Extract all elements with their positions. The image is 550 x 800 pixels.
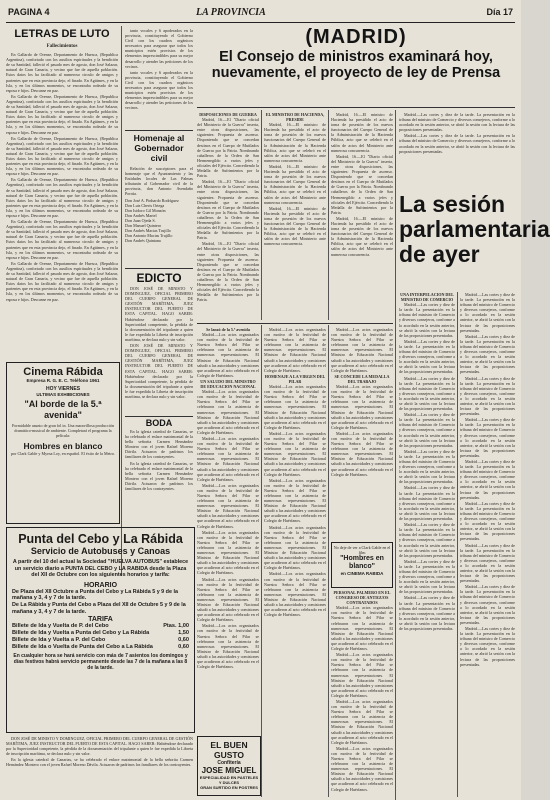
homenaje-article xyxy=(125,130,193,265)
hombres-en-blanco-ad xyxy=(331,542,393,588)
cinema-premiere: ULTIMAS EXHIBICIONES xyxy=(36,392,90,397)
item3-title: HOMENAJE A LA VIRGEN DEL PILAR xyxy=(264,373,326,384)
hombres-sub: en CINEMA RABIDA xyxy=(340,571,384,577)
homenaje-list-item: Don Juan Ojeda S. xyxy=(125,217,156,223)
tarifa-label: Billete de Ida y Vuelta a Punta del Cebo y La Rábida xyxy=(12,630,150,637)
buen-gusto-sub: Confitería xyxy=(217,760,241,766)
autobus-subtitle: Servicio de Autobuses y Canoas xyxy=(30,546,171,556)
horario-list xyxy=(12,589,189,615)
homenaje-list-item: Don Andrés Quintana xyxy=(125,238,161,244)
sesion-subheading: UNA INTERPELACION DEL MINISTRO DE COMERCIO xyxy=(400,292,454,303)
tarifa-row xyxy=(12,630,189,637)
sesion-headline: La sesión parlamentaria de ayer xyxy=(399,191,550,267)
page-number: PAGINA 4 xyxy=(8,7,50,17)
lower-column-two: Madrid.—Los actos organizados con motivo de la festividad de Nuestra Señora del Pilar se celebraron con la asistencia de numerosas representaciones. El Ministro de Educación Nacional saludó a las autoridades y comisiones que acudieron al acto celebrado en el Colegio de Huérfanos. HOMENAJE A LA VIRGEN DEL PILAR Madrid.—Los actos organizados con motivo de la festividad de Nuestra Señora del Pilar se celebraron con la asistencia de numerosas representaciones. El Ministro de Educación Nacional saludó a las autoridades y comisiones que acudieron al acto celebrado en el Colegio de Huérfanos. Madrid.—Los actos organizados con motivo de la festividad de Nuestra Señora del Pilar se celebraron con la asistencia de numerosas representaciones. El Ministro de Educación Nacional saludó a las autoridades y comisiones que acudieron al acto celebrado en el Colegio de Huérfanos. Madrid.—Los actos organizados con motivo de la festividad de Nuestra Señora del Pilar se celebraron con la asistencia de numerosas representaciones. El Ministro de Educación Nacional saludó a las autoridades y comisiones que acudieron al acto celebrado en el Colegio de Huérfanos. Madrid.—Los actos organizados con motivo de la festividad de Nuestra Señora del Pilar se celebraron con la asistencia de numerosas representaciones. El Ministro de Educación Nacional saludó a las autoridades y comisiones que acudieron al acto celebrado en el Colegio de Huérfanos. Madrid.—Los actos organizados con motivo de la festividad de Nuestra Señora del Pilar se celebraron con la asistencia de numerosas representaciones. El Ministro de Educación Nacional saludó a las autoridades y comisiones que acudieron al acto celebrado en el Colegio de Huérfanos. xyxy=(264,327,326,618)
tarifa-price: 1,50 xyxy=(178,630,189,637)
item2-title: UN SALUDO DEL MINISTRO DE EDUCACION NACIONAL xyxy=(200,378,256,390)
buen-gusto-tagline: ESPECIALIDAD EN PASTELES Y DULCES xyxy=(199,775,259,785)
madrid-kicker: (MADRID) xyxy=(305,26,407,48)
tarifa-row xyxy=(12,644,189,651)
page-header xyxy=(6,6,515,23)
autobus-title: Punta del Cebo y La Rábida xyxy=(18,532,183,546)
obituaries-heading: LETRAS DE LUTO xyxy=(14,28,110,40)
lower-column-one: Se lanzó de la 5.ª avenida Madrid.—Los actos organizados con motivo de la festividad de Nuestra Señora del Pilar se celebraron con la asistencia de numerosas representaciones. El Ministro de Educación Nacional saludó a las autoridades y comisiones que acudieron al acto celebrado en el Colegio de Huérfanos. UN SALUDO DEL MINISTRO DE EDUCACION NACIONAL Madrid.—Los actos organizados con motivo de la festividad de Nuestra Señora del Pilar se celebraron con la asistencia de numerosas representaciones. El Ministro de Educación Nacional saludó a las autoridades y comisiones que acudieron al acto celebrado en el Colegio de Huérfanos. Madrid.—Los actos organizados con motivo de la festividad de Nuestra Señora del Pilar se celebraron con la asistencia de numerosas representaciones. El Ministro de Educación Nacional saludó a las autoridades y comisiones que acudieron al acto celebrado en el Colegio de Huérfanos. Madrid.—Los actos organizados con motivo de la festividad de Nuestra Señora del Pilar se celebraron con la asistencia de numerosas representaciones. El Ministro de Educación Nacional saludó a las autoridades y comisiones que acudieron al acto celebrado en el Colegio de Huérfanos. Madrid.—Los actos organizados con motivo de la festividad de Nuestra Señora del Pilar se celebraron con la asistencia de numerosas representaciones. El Ministro de Educación Nacional saludó a las autoridades y comisiones que acudieron al acto celebrado en el Colegio de Huérfanos. Madrid.—Los actos organizados con motivo de la festividad de Nuestra Señora del Pilar se celebraron con la asistencia de numerosas representaciones. El Ministro de Educación Nacional saludó a las autoridades y comisiones que acudieron al acto celebrado en el Colegio de Huérfanos. Madrid.—Los actos organizados con motivo de la festividad de Nuestra Señora del Pilar se celebraron con la asistencia de numerosas representaciones. El Ministro de Educación Nacional saludó a las autoridades y comisiones que acudieron al acto celebrado en el Colegio de Huérfanos. xyxy=(197,327,259,670)
column-obituaries xyxy=(6,28,118,358)
cinema-description: Formidable asunto de gran fol in. Una maravillosa producción dramático-musical de ambiente. Completará el programa la película: xyxy=(12,423,114,439)
homenaje-list-item: Don Antonio Macias Trujillo xyxy=(125,233,173,239)
tarifa-title: TARIFA xyxy=(88,616,113,624)
tarifa-label: Billete de Ida o Vuelta de Punta del Cebo a La Rábida xyxy=(12,644,153,651)
obituaries-body: En Gallardo de Orense, Departamento de Huesca, (Republica Argentina), confortado con los auxilios espirituales y la bendición de su Santidad, falleció el pasado mes de agosto, don José Salazar, natural de Gran Canaria, y vecino que fue de aquella población. Estos datos los ha facilitado al numeroso circulo de amigos y parientes que en esta provincia dejo, el finado. En Agüimes, y en la Isla, y en los últimos momentos, se encontraba rodeado de su esposa e hijos. Descanse en paz. En Gallardo de Orense, Departamento de Huesca, (Republica Argentina), confortado con los auxilios espirituales y la bendición de su Santidad, falleció el pasado mes de agosto, don José Salazar, natural de Gran Canaria, y vecino que fue de aquella población. Estos datos los ha facilitado al numeroso circulo de amigos y parientes que en esta provincia dejo, el finado. En Agüimes, y en la Isla, y en los últimos momentos, se encontraba rodeado de su esposa e hijos. Descanse en paz. En Gallardo de Orense, Departamento de Huesca, (Republica Argentina), confortado con los auxilios espirituales y la bendición de su Santidad, falleció el pasado mes de agosto, don José Salazar, natural de Gran Canaria, y vecino que fue de aquella población. Estos datos los ha facilitado al numeroso circulo de amigos y parientes que en esta provincia dejo, el finado. En Agüimes, y en la Isla, y en los últimos momentos, se encontraba rodeado de su esposa e hijos. Descanse en paz. En Gallardo de Orense, Departamento de Huesca, (Republica Argentina), confortado con los auxilios espirituales y la bendición de su Santidad, falleció el pasado mes de agosto, don José Salazar, natural de Gran Canaria, y vecino que fue de aquella población. Estos datos los ha facilitado al numeroso circulo de amigos y parientes que en esta provincia dejo, el finado. En Agüimes, y en la Isla, y en los últimos momentos, se encontraba rodeado de su esposa e hijos. Descanse en paz. En Gallardo de Orense, Departamento de Huesca, (Republica Argentina), confortado con los auxilios espirituales y la bendición de su Santidad, falleció el pasado mes de agosto, don José Salazar, natural de Gran Canaria, y vecino que fue de aquella población. Estos datos los ha facilitado al numeroso circulo de amigos y parientes que en esta provincia dejo, el finado. En Agüimes, y en la Isla, y en los últimos momentos, se encontraba rodeado de su esposa e hijos. Descanse en paz. En Gallardo de Orense, Departamento de Huesca, (Republica Argentina), confortado con los auxilios espirituales y la bendición de su Santidad, falleció el pasado mes de agosto, don José Salazar, natural de Gran Canaria, y vecino que fue de aquella población. Estos datos los ha facilitado al numeroso circulo de amigos y parientes que en esta provincia dejo, el finado. En Agüimes, y en la Isla, y en los últimos momentos, se encontraba rodeado de su esposa e hijos. Descanse en paz. xyxy=(6,52,118,302)
column-divider xyxy=(121,26,122,576)
edicto-article xyxy=(125,268,193,413)
homenaje-list xyxy=(125,198,193,244)
buen-gusto-title: EL BUEN GUSTO xyxy=(210,740,248,760)
sesion-column-left: UNA INTERPELACION DEL MINISTRO DE COMERCIO Madrid.—Las cortes y diez de la tarde. La presentación en la tribuna del ministro de Comercio y diversos consejeros, conforme a lo acordado en la sesión anterior, se abrió la sesión con la lectura de las proposiciones presentadas. Madrid.—Las cortes y diez de la tarde. La presentación en la tribuna del ministro de Comercio y diversos consejeros, conforme a lo acordado en la sesión anterior, se abrió la sesión con la lectura de las proposiciones presentadas. Madrid.—Las cortes y diez de la tarde. La presentación en la tribuna del ministro de Comercio y diversos consejeros, conforme a lo acordado en la sesión anterior, se abrió la sesión con la lectura de las proposiciones presentadas. Madrid.—Las cortes y diez de la tarde. La presentación en la tribuna del ministro de Comercio y diversos consejeros, conforme a lo acordado en la sesión anterior, se abrió la sesión con la lectura de las proposiciones presentadas. Madrid.—Las cortes y diez de la tarde. La presentación en la tribuna del ministro de Comercio y diversos consejeros, conforme a lo acordado en la sesión anterior, se abrió la sesión con la lectura de las proposiciones presentadas. Madrid.—Las cortes y diez de la tarde. La presentación en la tribuna del ministro de Comercio y diversos consejeros, conforme a lo acordado en la sesión anterior, se abrió la sesión con la lectura de las proposiciones presentadas. Madrid.—Las cortes y diez de la tarde. La presentación en la tribuna del ministro de Comercio y diversos consejeros, conforme a lo acordado en la sesión anterior, se abrió la sesión con la lectura de las proposiciones presentadas. Madrid.—Las cortes y diez de la tarde. La presentación en la tribuna del ministro de Comercio y diversos consejeros, conforme a lo acordado en la sesión anterior, se abrió la sesión con la lectura de las proposiciones presentadas. Madrid.—Las cortes y diez de la tarde. La presentación en la tribuna del ministro de Comercio y diversos consejeros, conforme a lo acordado en la sesión anterior, se abrió la sesión con la lectura de las proposiciones presentadas. xyxy=(399,292,455,631)
masthead: LA PROVINCIA xyxy=(196,7,266,18)
tarifa-label: Billete de Ida y Vuelta de P. del Cebo xyxy=(12,623,109,630)
homenaje-body: Relación de suscriptores para el homenaje que el Ayuntamiento y las Entidades locales de Las Palmas tributarán al Gobernador civil de la provincia, don Antonio Avendaño Porrúa. xyxy=(125,166,193,197)
cinema-rabida-ad xyxy=(6,362,120,524)
horario-item: De La Rábida y Punta del Cebo a Plaza del XII de Octubre 5 y 9 de la mañana y 3, 4 y 7 de la tarde. xyxy=(12,601,186,615)
ministro-column: EL MINISTRO DE HACIENDA, PRESIDE Madrid, 16.—El ministro de Hacienda ha presidido el acto de toma de posesión de los nuevos funcionarios del Cuerpo General de la Administración de la Hacienda Pública, acto que se celebró en el salón de actos del Ministerio ante numerosa concurrencia. Madrid, 16.—El ministro de Hacienda ha presidido el acto de toma de posesión de los nuevos funcionarios del Cuerpo General de la Administración de la Hacienda Pública, acto que se celebró en el salón de actos del Ministerio ante numerosa concurrencia. Madrid, 16.—El ministro de Hacienda ha presidido el acto de toma de posesión de los nuevos funcionarios del Cuerpo General de la Administración de la Hacienda Pública, acto que se celebró en el salón de actos del Ministerio ante numerosa concurrencia. xyxy=(264,112,326,247)
autobus-footer: En cualquier hora se hará servicio con más de 7 asientos los domingos y días festivos habrá servicio permanente desde las 7 de la mañana a las 8 de la tarde. xyxy=(13,653,188,672)
horario-item: De Plaza del XII Octubre a Punta del Cebo y La Rábida 5 y 9 de la mañana y 3, 4 y 7 de la tarde. xyxy=(12,588,178,602)
bottom-left-text: DON JOSÉ DE MINISTO Y DOMINGUEZ, OFICIAL PRIMERO DEL CUERPO GENERAL DE GESTIÓN MARÍTIMA, JUEZ INSTRUCTOR DEL PUERTO DE ESTA CAPITAL. HAGO SABER: Habiéndose declarado por la Superioridad competente, la pérdida de la documentación del tripulante a quien le fue expedida la Libreta de inscripción marítima, se declara nulo y sin valor. En la iglesia catedral de Canarias, se ha celebrado el enlace matrimonial de la bella señorita Carmen Hernández Montero con el joven Rafael Moreno Dávila. Actuaron de padrinos los familiares de los contrayentes. xyxy=(6,736,193,768)
tarifa-label: Billete de Ida y Vuelta a P. del Cebo xyxy=(12,637,106,644)
boda-article xyxy=(125,416,193,526)
cinema-cast: por Clark Gable y Myrna Loy, en español. El éxito de la Metro. xyxy=(11,451,115,457)
item5-title: PERSONAL PALMERO EN EL CONGRESO DE ANTIGUOS CONTRATADOS xyxy=(333,590,391,606)
buen-gusto-ad xyxy=(197,736,261,796)
buen-gusto-foot: GRAN SURTIDO EN POSTRES xyxy=(200,785,258,790)
homenaje-list-item: Don Isidoro Gil Monzón xyxy=(125,207,166,213)
autobus-ad xyxy=(6,527,195,733)
tarifa-price: 0,60 xyxy=(178,637,189,644)
autobus-intro: A partir del 10 del actual la Sociedad "HUELVA AUTOBUS" establece un servicio diario a PUNTA DEL CEBO y LA RABIDA desde la Plaza del XII de Octubre con los siguientes horarios y tarifa: xyxy=(12,559,189,579)
boda-body: En la iglesia catedral de Canarias, se ha celebrado el enlace matrimonial de la bella señorita Carmen Hernández Montero con el joven Rafael Moreno Dávila. Actuaron de padrinos los familiares de los contrayentes. En la iglesia catedral de Canarias, se ha celebrado el enlace matrimonial de la bella señorita Carmen Hernández Montero con el joven Rafael Moreno Dávila. Actuaron de padrinos los familiares de los contrayentes. xyxy=(125,429,193,492)
sesion-headline-block xyxy=(399,191,550,287)
homenaje-list-item: Don Andrés Macias Trujillo xyxy=(125,228,171,234)
hombres-title: "Hombres en blanco" xyxy=(340,555,384,571)
lower-column-three-bottom: PERSONAL PALMERO EN EL CONGRESO DE ANTIGUOS CONTRATADOS Madrid.—Los actos organizados con motivo de la festividad de Nuestra Señora del Pilar se celebraron con la asistencia de numerosas representaciones. El Ministro de Educación Nacional saludó a las autoridades y comisiones que acudieron al acto celebrado en el Colegio de Huérfanos. Madrid.—Los actos organizados con motivo de la festividad de Nuestra Señora del Pilar se celebraron con la asistencia de numerosas representaciones. El Ministro de Educación Nacional saludó a las autoridades y comisiones que acudieron al acto celebrado en el Colegio de Huérfanos. Madrid.—Los actos organizados con motivo de la festividad de Nuestra Señora del Pilar se celebraron con la asistencia de numerosas representaciones. El Ministro de Educación Nacional saludó a las autoridades y comisiones que acudieron al acto celebrado en el Colegio de Huérfanos. Madrid.—Los actos organizados con motivo de la festividad de Nuestra Señora del Pilar se celebraron con la asistencia de numerosas representaciones. El Ministro de Educación Nacional saludó a las autoridades y comisiones que acudieron al acto celebrado en el Colegio de Huérfanos. xyxy=(331,590,393,792)
tarifa-row xyxy=(12,623,189,630)
ministro-column-cont: Madrid, 16.—El ministro de Hacienda ha presidido el acto de toma de posesión de los nuevos funcionarios del Cuerpo General de la Administración de la Hacienda Pública, acto que se celebró en el salón de actos del Ministerio ante numerosa concurrencia. Madrid, 16.—El "Diario oficial del Ministerio de la Guerra" inserta, entre otras disposiciones, las siguientes: Propuesta de ascenso. Disponiendo que se concedan destinos en el Cuerpo de Mutilados de Guerra por la Patria. Nombrando caballeros de la Orden de San Hermenegildo a varios jefes y oficiales del Ejército. Concediendo la Medalla de Sufrimientos por la Patria. Madrid, 16.—El ministro de Hacienda ha presidido el acto de toma de posesión de los nuevos funcionarios del Cuerpo General de la Administración de la Hacienda Pública, acto que se celebró en el salón de actos del Ministerio ante numerosa concurrencia. xyxy=(331,112,393,257)
homenaje-title: Homenaje al Gobernador civil xyxy=(133,133,185,163)
tarifa-list xyxy=(12,623,189,651)
ministro-heading: EL MINISTRO DE HACIENDA, PRESIDE xyxy=(265,112,325,123)
date-label: Día 17 xyxy=(486,7,513,17)
cinema-film2-title: Hombres en blanco xyxy=(23,441,103,452)
hombres-lead: No deje de ver a Clark Gable en el film xyxy=(333,545,391,556)
tarifa-price: Ptas. 1,00 xyxy=(163,623,189,630)
lower-column-three: Madrid.—Los actos organizados con motivo de la festividad de Nuestra Señora del Pilar se celebraron con la asistencia de numerosas representaciones. El Ministro de Educación Nacional saludó a las autoridades y comisiones que acudieron al acto celebrado en el Colegio de Huérfanos. SE CONCEDE LA MEDALLA DEL TRABAJO Madrid.—Los actos organizados con motivo de la festividad de Nuestra Señora del Pilar se celebraron con la asistencia de numerosas representaciones. El Ministro de Educación Nacional saludó a las autoridades y comisiones que acudieron al acto celebrado en el Colegio de Huérfanos. Madrid.—Los actos organizados con motivo de la festividad de Nuestra Señora del Pilar se celebraron con la asistencia de numerosas representaciones. El Ministro de Educación Nacional saludó a las autoridades y comisiones que acudieron al acto celebrado en el Colegio de Huérfanos. xyxy=(331,327,393,477)
column-two-top: tanto vocales y 6 apoderados en la provincia, constituyendo el Gobierno Civil con los cuadros orgánicos necesarios para asegurar que todos los municipios estén provistos de los elementos imprescindibles para su mejor desarrollo y atender las peticiones de los vecinos. tanto vocales y 6 apoderados en la provincia, constituyendo el Gobierno Civil con los cuadros orgánicos necesarios para asegurar que todos los municipios estén provistos de los elementos imprescindibles para su mejor desarrollo y atender las peticiones de los vecinos. xyxy=(125,28,193,111)
edicto-body: DON JOSÉ DE MINISTO Y DOMINGUEZ, OFICIAL PRIMERO DEL CUERPO GENERAL DE GESTIÓN MARÍTIMA, JUEZ INSTRUCTOR DEL PUERTO DE ESTA CAPITAL. HAGO SABER: Habiéndose declarado por la Superioridad competente, la pérdida de la documentación del tripulante a quien le fue expedida la Libreta de inscripción marítima, se declara nulo y sin valor. DON JOSÉ DE MINISTO Y DOMINGUEZ, OFICIAL PRIMERO DEL CUERPO GENERAL DE GESTIÓN MARÍTIMA, JUEZ INSTRUCTOR DEL PUERTO DE ESTA CAPITAL. HAGO SABER: Habiéndose declarado por la Superioridad competente, la pérdida de la documentación del tripulante a quien le fue expedida la Libreta de inscripción marítima, se declara nulo y sin valor. xyxy=(125,286,193,399)
disposiciones-heading: DISPOSICIONES DE GUERRA xyxy=(199,112,257,117)
edicto-title: EDICTO xyxy=(136,271,182,285)
item1-title: Se lanzó de la 5.ª avenida xyxy=(206,327,250,332)
cinema-film-title: "Al borde de la 5.ª avenida" xyxy=(24,399,102,420)
buen-gusto-name: JOSE MIGUEL xyxy=(201,766,257,775)
homenaje-list-item: Don Manuel Quintero xyxy=(125,223,162,229)
homenaje-list-item: Don José A. Pinhardo Rodríguez xyxy=(125,197,179,203)
obituaries-subheading: Fallecimientos xyxy=(46,44,78,49)
boda-title: BODA xyxy=(145,418,173,428)
disposiciones-column: DISPOSICIONES DE GUERRA Madrid, 16.—El "Diario oficial del Ministerio de la Guerra" inserta, entre otras disposiciones, las siguientes: Propuesta de ascenso. Disponiendo que se concedan destinos en el Cuerpo de Mutilados de Guerra por la Patria. Nombrando caballeros de la Orden de San Hermenegildo a varios jefes y oficiales del Ejército. Concediendo la Medalla de Sufrimientos por la Patria. Madrid, 16.—El "Diario oficial del Ministerio de la Guerra" inserta, entre otras disposiciones, las siguientes: Propuesta de ascenso. Disponiendo que se concedan destinos en el Cuerpo de Mutilados de Guerra por la Patria. Nombrando caballeros de la Orden de San Hermenegildo a varios jefes y oficiales del Ejército. Concediendo la Medalla de Sufrimientos por la Patria. Madrid, 16.—El "Diario oficial del Ministerio de la Guerra" inserta, entre otras disposiciones, las siguientes: Propuesta de ascenso. Disponiendo que se concedan destinos en el Cuerpo de Mutilados de Guerra por la Patria. Nombrando caballeros de la Orden de San Hermenegildo a varios jefes y oficiales del Ejército. Concediendo la Medalla de Sufrimientos por la Patria. xyxy=(197,112,259,303)
horario-title: HORARIO xyxy=(83,581,118,589)
tarifa-row xyxy=(12,637,189,644)
tarifa-price: 0,60 xyxy=(178,644,189,651)
right-column-top: Madrid.—Las cortes y diez de la tarde. La presentación en la tribuna del ministro de Comercio y diversos consejeros, conforme a lo acordado en la sesión anterior, se abrió la sesión con la lectura de las proposiciones presentadas. Madrid.—Las cortes y diez de la tarde. La presentación en la tribuna del ministro de Comercio y diversos consejeros, conforme a lo acordado en la sesión anterior, se abrió la sesión con la lectura de las proposiciones presentadas. xyxy=(399,112,515,154)
item4-title: SE CONCEDE LA MEDALLA DEL TRABAJO xyxy=(334,373,390,384)
madrid-headline: El Consejo de ministros examinará hoy, nuevamente, el proyecto de ley de Prensa xyxy=(211,49,501,81)
cinema-today: HOY VIERNES xyxy=(45,386,81,392)
homenaje-list-item: Don Luis Cheris Ortega xyxy=(125,202,165,208)
cinema-info: Empresa R. G. E. C. Teléfono 1961 xyxy=(26,378,100,383)
homenaje-list-item: Don Andrés Martel xyxy=(125,212,157,218)
cinema-name: Cinema Rábida xyxy=(23,366,103,378)
madrid-headline-block xyxy=(197,26,515,106)
sesion-column-right: Madrid.—Las cortes y diez de la tarde. La presentación en la tribuna del ministro de Comercio y diversos consejeros, conforme a lo acordado en la sesión anterior, se abrió la sesión con la lectura de las proposiciones presentadas. Madrid.—Las cortes y diez de la tarde. La presentación en la tribuna del ministro de Comercio y diversos consejeros, conforme a lo acordado en la sesión anterior, se abrió la sesión con la lectura de las proposiciones presentadas. Madrid.—Las cortes y diez de la tarde. La presentación en la tribuna del ministro de Comercio y diversos consejeros, conforme a lo acordado en la sesión anterior, se abrió la sesión con la lectura de las proposiciones presentadas. Madrid.—Las cortes y diez de la tarde. La presentación en la tribuna del ministro de Comercio y diversos consejeros, conforme a lo acordado en la sesión anterior, se abrió la sesión con la lectura de las proposiciones presentadas. Madrid.—Las cortes y diez de la tarde. La presentación en la tribuna del ministro de Comercio y diversos consejeros, conforme a lo acordado en la sesión anterior, se abrió la sesión con la lectura de las proposiciones presentadas. Madrid.—Las cortes y diez de la tarde. La presentación en la tribuna del ministro de Comercio y diversos consejeros, conforme a lo acordado en la sesión anterior, se abrió la sesión con la lectura de las proposiciones presentadas. Madrid.—Las cortes y diez de la tarde. La presentación en la tribuna del ministro de Comercio y diversos consejeros, conforme a lo acordado en la sesión anterior, se abrió la sesión con la lectura de las proposiciones presentadas. Madrid.—Las cortes y diez de la tarde. La presentación en la tribuna del ministro de Comercio y diversos consejeros, conforme a lo acordado en la sesión anterior, se abrió la sesión con la lectura de las proposiciones presentadas. Madrid.—Las cortes y diez de la tarde. La presentación en la tribuna del ministro de Comercio y diversos consejeros, conforme a lo acordado en la sesión anterior, se abrió la sesión con la lectura de las proposiciones presentadas. xyxy=(460,292,515,667)
